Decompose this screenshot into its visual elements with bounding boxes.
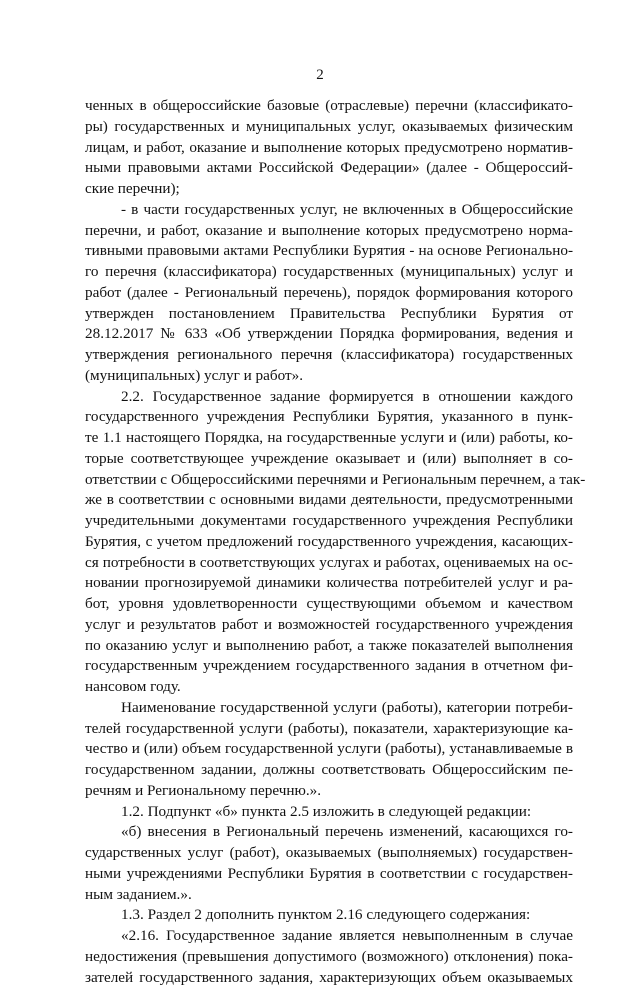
text-line: «2.16. Государственное задание является невыполненным в случае: [85, 926, 573, 947]
text-line: новании прогнозируемой динамики количества потребителей услуг и ра-: [85, 573, 573, 594]
text-line: телей государственной услуги (работы), показатели, характеризующие ка-: [85, 719, 573, 740]
text-line: - в части государственных услуг, не включенных в Общероссийские: [85, 200, 573, 221]
text-line: работ (далее - Региональный перечень), порядок формирования которого: [85, 283, 573, 304]
text-line: бот, уровня удовлетворенности существующими объемом и качеством: [85, 594, 573, 615]
text-line: же в соответствии с основными видами деятельности, предусмотренными: [85, 490, 573, 511]
text-line: речням и Региональному перечню.».: [85, 781, 573, 802]
text-line: лицам, и работ, оказание и выполнение которых предусмотрено норматив-: [85, 138, 573, 159]
text-line: чество и (или) объем государственной услуги (работы), устанавливаемые в: [85, 739, 573, 760]
text-line: ответствии с Общероссийскими перечнями и Региональным перечнем, а так-: [85, 470, 573, 491]
text-line: перечни, и работ, оказание и выполнение которых предусмотрено норма-: [85, 221, 573, 242]
text-line: ными правовыми актами Российской Федерации» (далее - Общероссий-: [85, 158, 573, 179]
text-line: ся потребности в соответствующих услугах и работах, оцениваемых на ос-: [85, 553, 573, 574]
text-line: ченных в общероссийские базовые (отраслевые) перечни (классификато-: [85, 96, 573, 117]
text-line: государственного учреждения Республики Бурятия, указанного в пунк-: [85, 407, 573, 428]
text-line: утвержден постановлением Правительства Республики Бурятия от: [85, 304, 573, 325]
text-line: 28.12.2017 № 633 «Об утверждении Порядка формирования, ведения и: [85, 324, 573, 345]
text-line: утверждения регионального перечня (классификатора) государственных: [85, 345, 573, 366]
document-body: [85, 96, 573, 988]
text-line: ры) государственных и муниципальных услуг, оказываемых физическим: [85, 117, 573, 138]
text-line: «б) внесения в Региональный перечень изменений, касающихся го-: [85, 822, 573, 843]
text-line: ным заданием.».: [85, 885, 573, 906]
text-line: по оказанию услуг и выполнению работ, а также показателей выполнения: [85, 636, 573, 657]
page-number: 2: [0, 66, 640, 84]
text-line: Бурятия, с учетом предложений государственного учреждения, касающих-: [85, 532, 573, 553]
text-line: недостижения (превышения допустимого (возможного) отклонения) пока-: [85, 947, 573, 968]
text-line: 2.2. Государственное задание формируется в отношении каждого: [85, 387, 573, 408]
text-line: тивными правовыми актами Республики Бурятия - на основе Регионально-: [85, 241, 573, 262]
text-line: 1.2. Подпункт «б» пункта 2.5 изложить в следующей редакции:: [85, 802, 573, 823]
text-line: (муниципальных) услуг и работ».: [85, 366, 573, 387]
text-line: ными учреждениями Республики Бурятия в соответствии с государствен-: [85, 864, 573, 885]
text-line: 1.3. Раздел 2 дополнить пунктом 2.16 следующего содержания:: [85, 905, 573, 926]
text-line: те 1.1 настоящего Порядка, на государственные услуги и (или) работы, ко-: [85, 428, 573, 449]
text-line: ские перечни);: [85, 179, 573, 200]
text-line: торые соответствующее учреждение оказывает и (или) выполняет в со-: [85, 449, 573, 470]
text-line: Наименование государственной услуги (работы), категории потреби-: [85, 698, 573, 719]
text-line: сударственных услуг (работ), оказываемых (выполняемых) государствен-: [85, 843, 573, 864]
text-line: учредительными документами государственного учреждения Республики: [85, 511, 573, 532]
text-line: государственным учреждением государственного задания в отчетном фи-: [85, 656, 573, 677]
text-line: услуг и результатов работ и возможностей государственного учреждения: [85, 615, 573, 636]
text-line: зателей государственного задания, характеризующих объем оказываемых: [85, 968, 573, 988]
text-line: го перечня (классификатора) государственных (муниципальных) услуг и: [85, 262, 573, 283]
text-line: нансовом году.: [85, 677, 573, 698]
text-line: государственном задании, должны соответствовать Общероссийским пе-: [85, 760, 573, 781]
